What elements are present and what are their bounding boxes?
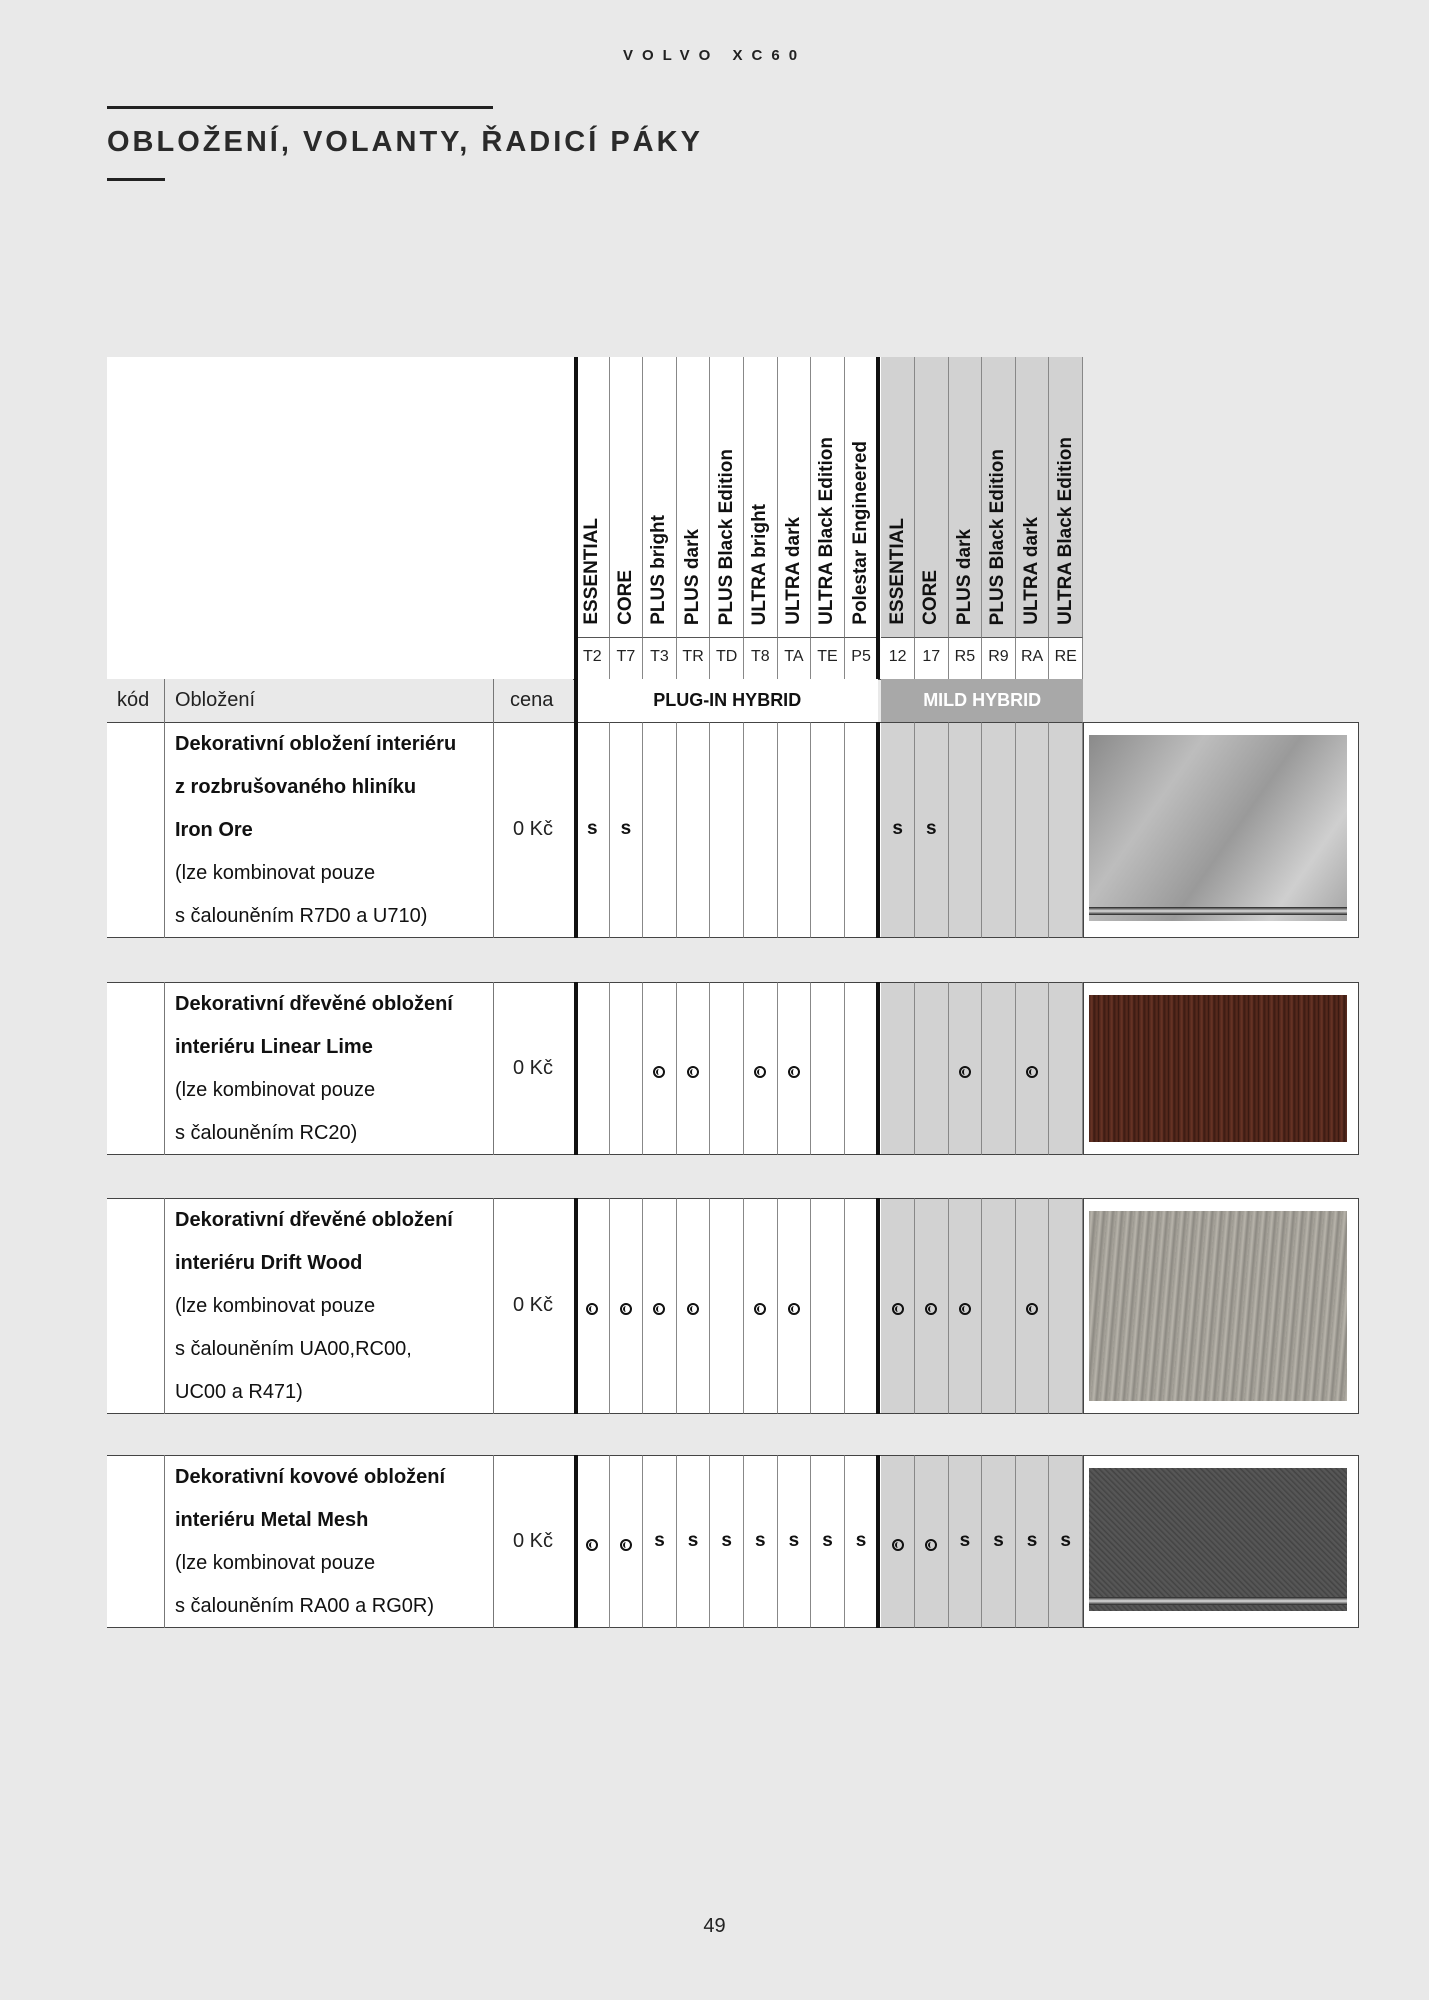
trim-code: RE (1054, 648, 1077, 665)
mhev-divider (876, 982, 880, 1155)
trim-note-line: (lze kombinovat pouze (175, 1294, 376, 1317)
option-circle-glyph (586, 1539, 598, 1551)
trim-name: ESSENTIAL (886, 518, 908, 625)
divider (164, 679, 165, 722)
trim-cell (1049, 722, 1083, 938)
trim-cell (949, 982, 983, 1155)
divider (164, 1455, 165, 1628)
trim-cell (845, 1198, 879, 1414)
standard-mark: s (892, 818, 903, 839)
trim-name: PLUS bright (648, 515, 670, 625)
trim-cell (811, 1455, 845, 1628)
trim-cell (881, 1198, 915, 1414)
trim-cell (1016, 1198, 1050, 1414)
trim-note-line: (lze kombinovat pouze (175, 861, 376, 884)
trim-cell (610, 1198, 644, 1414)
option-circle-icon (643, 1062, 676, 1084)
trim-cell (576, 722, 610, 938)
trim-cell (811, 1198, 845, 1414)
row-description (175, 1456, 485, 1628)
option-circle-glyph (754, 1066, 766, 1078)
trim-name: PLUS Black Edition (987, 448, 1009, 625)
group-plug-in-hybrid: PLUG-IN HYBRID (576, 679, 878, 722)
trim-header-r5 (949, 357, 983, 679)
row-price: 0 Kč (512, 818, 554, 840)
option-circle-icon (1016, 1062, 1049, 1084)
trim-name: Polestar Engineered (850, 441, 872, 625)
standard-mark: s (587, 818, 598, 839)
trim-note-line: UC00 a R471) (175, 1380, 303, 1403)
row-description (175, 983, 485, 1155)
trim-header-tr (677, 357, 711, 679)
trim-code-cell (811, 637, 845, 679)
standard-mark: s (822, 1529, 833, 1551)
trim-code-cell (643, 637, 677, 679)
trim-cell (677, 722, 711, 938)
option-circle-icon (778, 1062, 811, 1084)
trim-swatch-image (1089, 995, 1347, 1142)
trim-cell (677, 1455, 711, 1628)
trim-code: T8 (750, 648, 770, 665)
standard-mark: s (687, 1529, 699, 1551)
trim-cell (915, 982, 949, 1155)
trim-code-cell (778, 637, 812, 679)
trim-cell (744, 982, 778, 1155)
trim-header-12 (881, 357, 915, 679)
phev-divider (574, 1198, 578, 1414)
option-circle-glyph (620, 1303, 632, 1315)
trim-code: TR (682, 648, 704, 665)
trim-cell (845, 722, 879, 938)
brand-header: VOLVO XC60 (622, 47, 807, 64)
trim-cell (643, 982, 677, 1155)
trim-cell (845, 982, 879, 1155)
trim-note-line: s čalouněním R7D0 a U710) (175, 904, 428, 927)
standard-mark: s (620, 818, 632, 839)
trim-code: TA (784, 648, 804, 665)
divider (164, 1198, 165, 1414)
trim-cell (677, 1198, 711, 1414)
trim-cell (1016, 982, 1050, 1155)
trim-code: TD (716, 648, 738, 665)
row-price: 0 Kč (512, 1529, 554, 1552)
trim-cell (811, 722, 845, 938)
option-circle-glyph (959, 1303, 971, 1315)
divider (493, 679, 494, 722)
trim-cell (915, 1198, 949, 1414)
trim-cell (881, 982, 915, 1155)
trim-cell (610, 722, 644, 938)
trim-header-r9 (982, 357, 1016, 679)
trim-swatch-image (1089, 735, 1347, 921)
standard-mark: s (926, 818, 937, 839)
page-title: OBLOŽENÍ, VOLANTY, ŘADICÍ PÁKY (107, 126, 703, 158)
trim-code: T2 (582, 648, 602, 665)
mhev-divider (876, 722, 880, 938)
trim-cell (643, 722, 677, 938)
standard-mark: s (855, 1529, 867, 1551)
column-header-cena: cena (510, 689, 554, 711)
trim-code: 12 (888, 648, 907, 665)
divider (164, 982, 165, 1155)
option-circle-icon (915, 1535, 948, 1557)
trim-cell (811, 982, 845, 1155)
option-circle-glyph (892, 1539, 904, 1551)
trim-cell (949, 1455, 983, 1628)
trim-code: R9 (988, 648, 1009, 665)
trim-code-cell (710, 637, 744, 679)
trim-cell (643, 1198, 677, 1414)
option-circle-icon (576, 1535, 609, 1557)
standard-mark: s (1060, 1529, 1071, 1551)
trim-cell (1049, 982, 1083, 1155)
option-circle-glyph (1026, 1303, 1038, 1315)
trim-cell (610, 982, 644, 1155)
option-circle-icon (881, 1299, 914, 1321)
trim-code-cell (1049, 637, 1083, 679)
trim-header-t3 (643, 357, 677, 679)
option-circle-glyph (620, 1539, 632, 1551)
trim-name: ULTRA bright (749, 503, 771, 625)
trim-code: T3 (650, 648, 669, 665)
option-circle-icon (744, 1062, 777, 1084)
standard-mark: s (788, 1529, 800, 1551)
trim-header-t8 (744, 357, 778, 679)
option-circle-glyph (653, 1066, 665, 1078)
option-circle-icon (881, 1535, 914, 1557)
trim-title-line: z rozbrušovaného hliníku (175, 775, 417, 798)
trim-cell (949, 722, 983, 938)
trim-header-p5 (845, 357, 879, 679)
trim-title-line: interiéru Drift Wood (175, 1251, 363, 1274)
trim-cell (982, 722, 1016, 938)
standard-mark: s (755, 1529, 766, 1551)
trim-cell (710, 722, 744, 938)
trim-title-line: interiéru Linear Lime (175, 1035, 373, 1058)
standard-mark: s (721, 1529, 732, 1551)
phev-divider (574, 982, 578, 1155)
row-price: 0 Kč (512, 1294, 554, 1316)
trim-name: ULTRA dark (1021, 517, 1043, 625)
trim-header-t2 (576, 357, 610, 679)
trim-cell (982, 1455, 1016, 1628)
trim-cell (576, 1455, 610, 1628)
trim-cell (915, 722, 949, 938)
option-circle-glyph (959, 1066, 971, 1078)
trim-code-cell (845, 637, 879, 679)
trim-cell (1016, 1455, 1050, 1628)
trim-name: ULTRA Black Edition (816, 437, 838, 625)
trim-code-cell (610, 637, 644, 679)
trim-cell (643, 1455, 677, 1628)
trim-code-cell (982, 637, 1016, 679)
trim-code-cell (915, 637, 949, 679)
row-description (175, 1199, 485, 1414)
trim-cell (949, 1198, 983, 1414)
trim-header-re (1049, 357, 1083, 679)
phev-divider (574, 722, 578, 938)
trim-code: T7 (616, 648, 636, 665)
trim-note-line: (lze kombinovat pouze (175, 1078, 376, 1101)
option-circle-icon (677, 1299, 710, 1321)
option-circle-glyph (586, 1303, 598, 1315)
page-number: 49 (703, 1915, 726, 1937)
column-header-oblozeni: Obložení (175, 689, 256, 711)
trim-code: RA (1020, 648, 1044, 665)
trim-title-line: interiéru Metal Mesh (175, 1508, 369, 1531)
trim-code: R5 (954, 648, 976, 665)
option-circle-icon (610, 1535, 643, 1557)
option-circle-glyph (925, 1539, 937, 1551)
trim-header-t7 (610, 357, 644, 679)
trim-code-cell (949, 637, 983, 679)
trim-code: 17 (922, 648, 941, 665)
option-circle-icon (576, 1299, 609, 1321)
divider (164, 722, 165, 938)
option-circle-icon (744, 1299, 777, 1321)
trim-title-line: Dekorativní kovové obložení (175, 1465, 446, 1488)
swatch-trim-strip (1089, 907, 1347, 915)
trim-title-line: Dekorativní dřevěné obložení (175, 992, 453, 1015)
option-circle-glyph (687, 1303, 699, 1315)
trim-cell (881, 722, 915, 938)
trim-cell (576, 982, 610, 1155)
trim-cell (1016, 722, 1050, 938)
trim-title-line: Dekorativní dřevěné obložení (175, 1208, 453, 1231)
row-price: 0 Kč (512, 1056, 554, 1079)
trim-name: ESSENTIAL (581, 518, 603, 625)
trim-swatch-image (1089, 1468, 1347, 1611)
trim-cell (576, 1198, 610, 1414)
trim-cell (744, 722, 778, 938)
option-circle-glyph (788, 1066, 800, 1078)
option-circle-glyph (892, 1303, 904, 1315)
option-circle-icon (949, 1299, 982, 1321)
row-description (175, 723, 485, 938)
trim-cell (710, 982, 744, 1155)
trim-cell (744, 1198, 778, 1414)
trim-note-line: (lze kombinovat pouze (175, 1551, 376, 1574)
trim-name: PLUS dark (953, 528, 975, 625)
trim-code-cell (881, 637, 915, 679)
standard-mark: s (1026, 1529, 1038, 1551)
option-circle-glyph (925, 1303, 937, 1315)
trim-header-17 (915, 357, 949, 679)
trim-cell (845, 1455, 879, 1628)
option-circle-icon (677, 1062, 710, 1084)
trim-cell (778, 1198, 812, 1414)
standard-mark: s (993, 1529, 1004, 1551)
trim-name: CORE (920, 570, 942, 625)
trim-cell (778, 1455, 812, 1628)
trim-code-cell (1016, 637, 1050, 679)
trim-swatch-image (1089, 1211, 1347, 1401)
trim-name: CORE (614, 570, 636, 625)
trim-note-line: s čalouněním RC20) (175, 1121, 358, 1144)
trim-cell (1049, 1455, 1083, 1628)
trim-title-line: Iron Ore (175, 818, 253, 841)
trim-title-line: Dekorativní obložení interiéru (175, 732, 457, 755)
option-circle-icon (1016, 1299, 1049, 1321)
trim-cell (710, 1455, 744, 1628)
trim-code-cell (677, 637, 711, 679)
trim-cell (744, 1455, 778, 1628)
option-circle-glyph (788, 1303, 800, 1315)
option-circle-icon (949, 1062, 982, 1084)
mhev-divider (876, 1455, 880, 1628)
column-header-kod: kód (117, 689, 150, 711)
option-circle-glyph (687, 1066, 699, 1078)
trim-name: PLUS dark (682, 528, 704, 625)
trim-header-ta (778, 357, 812, 679)
trim-cell (1049, 1198, 1083, 1414)
option-circle-icon (778, 1299, 811, 1321)
standard-mark: s (654, 1529, 665, 1551)
phev-divider (574, 357, 578, 722)
trim-cell (677, 982, 711, 1155)
swatch-trim-strip (1089, 1597, 1347, 1605)
trim-name: ULTRA Black Edition (1054, 437, 1076, 625)
standard-mark: s (959, 1529, 971, 1551)
trim-cell (710, 1198, 744, 1414)
mhev-divider (876, 357, 880, 679)
option-circle-icon (643, 1299, 676, 1321)
option-circle-icon (915, 1299, 948, 1321)
option-circle-icon (610, 1299, 643, 1321)
group-mild-hybrid: MILD HYBRID (881, 679, 1083, 722)
trim-cell (982, 982, 1016, 1155)
phev-divider (574, 1455, 578, 1628)
trim-cell (610, 1455, 644, 1628)
trim-name: ULTRA dark (782, 517, 804, 625)
option-circle-glyph (1026, 1066, 1038, 1078)
trim-code-cell (744, 637, 778, 679)
trim-cell (881, 1455, 915, 1628)
trim-cell (778, 982, 812, 1155)
trim-code: P5 (851, 648, 871, 665)
trim-header-ra (1016, 357, 1050, 679)
trim-header-td (710, 357, 744, 679)
trim-note-line: s čalouněním RA00 a RG0R) (175, 1594, 435, 1617)
trim-cell (778, 722, 812, 938)
trim-header-te (811, 357, 845, 679)
trim-name: PLUS Black Edition (715, 448, 737, 625)
trim-code-cell (576, 637, 610, 679)
trim-cell (915, 1455, 949, 1628)
trim-cell (982, 1198, 1016, 1414)
mhev-divider (876, 1198, 880, 1414)
option-circle-glyph (754, 1303, 766, 1315)
trim-note-line: s čalouněním UA00,RC00, (175, 1337, 412, 1360)
trim-code: TE (817, 648, 838, 665)
option-circle-glyph (653, 1303, 665, 1315)
